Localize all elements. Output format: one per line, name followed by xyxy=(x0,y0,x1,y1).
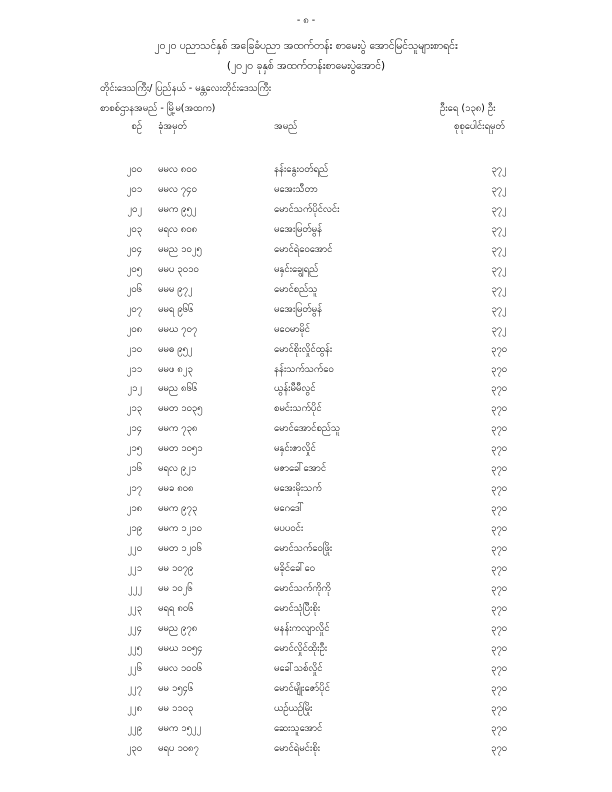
row-number: ၂၁၆ xyxy=(126,463,142,475)
total-score: ၃၇၀ xyxy=(490,463,508,475)
row-number: ၂၁၄ xyxy=(126,423,142,435)
total-count-label: ဦးရေ (၁၃၈) ဦး xyxy=(440,103,496,114)
table-row xyxy=(0,660,612,678)
student-name: မောင်ရဲဝေအောင် xyxy=(274,243,333,255)
row-number: ၂၁၁ xyxy=(126,363,142,375)
row-number: ၂၁၀ xyxy=(126,343,142,355)
row-number: ၂၁၈ xyxy=(126,503,142,515)
student-name: မနှင်းချွေရည် xyxy=(274,263,319,275)
row-number: ၂၀၇ xyxy=(126,303,142,315)
roll-number: မမတ ၁၀၃၅ xyxy=(158,403,203,415)
student-name: မောင်သက်ကိုကို xyxy=(274,582,331,594)
table-row xyxy=(0,500,612,518)
total-score: ၃၇၀ xyxy=(490,702,508,714)
student-name: မဇာခေါ်အောင် xyxy=(274,463,327,475)
total-score: ၃၇၀ xyxy=(490,343,508,355)
student-name: မောင်စိုးလှိုင်ထွန်း xyxy=(274,343,333,355)
table-row xyxy=(0,281,612,299)
table-row xyxy=(0,580,612,598)
student-name: မနှင်းဇာလှိုင် xyxy=(274,443,316,455)
total-score: ၃၇၀ xyxy=(490,582,508,594)
total-score: ၃၇၀ xyxy=(490,523,508,535)
student-name: မအေးသီတာ xyxy=(274,183,318,195)
student-name: ယဉ်ယဉ်မြိုး xyxy=(274,702,313,714)
roll-number: မမဓ ၉၅၂ xyxy=(158,343,193,355)
total-score: ၃၇၀ xyxy=(490,563,508,574)
total-score: ၃၇၀ xyxy=(490,423,508,435)
total-score: ၃၇၀ xyxy=(490,363,508,375)
table-row xyxy=(0,400,612,418)
student-name: မောင်သက်ဝေဖြိုး xyxy=(274,543,333,555)
exam-center-label: စာစစ်ဌာနအမည် - မြို့မ(အထက) xyxy=(100,103,216,114)
table-row xyxy=(0,540,612,558)
student-name: နန်းသက်သက်ဝေ xyxy=(274,363,334,375)
student-name: မအေးမိုးသက် xyxy=(274,483,322,495)
roll-number: မမက ၇၃၈ xyxy=(158,423,198,435)
roll-number: မမက ၁၅၂၂ xyxy=(158,722,202,734)
row-number: ၂၀၄ xyxy=(126,243,142,255)
table-row xyxy=(0,740,612,758)
row-number: ၂၂၁ xyxy=(127,563,142,574)
student-name: မပပဝင်း xyxy=(274,523,304,535)
table-row xyxy=(0,261,612,279)
total-score: ၃၇၂ xyxy=(491,283,507,295)
total-score: ၃၇၀ xyxy=(490,602,508,614)
row-number: ၂၀၀ xyxy=(126,164,142,175)
row-number: ၂၀၅ xyxy=(126,263,142,275)
total-score: ၃၇၀ xyxy=(490,642,508,654)
header-no: စဉ် xyxy=(131,121,142,132)
table-row xyxy=(0,321,612,339)
row-number: ၂၃၀ xyxy=(126,742,142,754)
total-score: ၃၇၀ xyxy=(490,662,508,674)
row-number: ၂၂၅ xyxy=(127,642,142,654)
roll-number: မမတ ၁၂၀၆ xyxy=(158,543,202,555)
total-score: ၃၇၀ xyxy=(490,503,508,515)
roll-number: မမဃ ၁၀၅၄ xyxy=(158,642,203,654)
table-row xyxy=(0,680,612,698)
total-score: ၃၇၂ xyxy=(491,223,507,235)
total-score: ၃၇၀ xyxy=(490,742,508,754)
student-name: မခေါ်သစ်လှိုင် xyxy=(274,662,323,674)
total-score: ၃၇၀ xyxy=(490,682,508,694)
table-row xyxy=(0,420,612,438)
roll-number: မမည ၉၇၈ xyxy=(158,622,198,634)
student-name: မခိုင်ခေါ်ဝေ xyxy=(274,563,315,574)
row-number: ၂၂၆ xyxy=(127,662,142,674)
table-row xyxy=(0,700,612,718)
table-row xyxy=(0,640,612,658)
roll-number: မမ ၁၀၂၆ xyxy=(158,582,193,594)
total-score: ၃၇၀ xyxy=(490,403,508,415)
row-number: ၂၁၂ xyxy=(127,383,142,395)
total-score: ၃၇၀ xyxy=(490,722,508,734)
roll-number: မမက ၉၇၃ xyxy=(158,503,198,515)
student-name: မောင်ရဲမင်းစိုး xyxy=(274,742,321,754)
table-row xyxy=(0,560,612,578)
table-row xyxy=(0,201,612,219)
roll-number: မမလ ၈၀၀ xyxy=(158,164,197,175)
roll-number: မမည ၁၀၂၅ xyxy=(158,243,202,255)
table-row xyxy=(0,380,612,398)
total-score: ၃၇၂ xyxy=(491,164,507,175)
roll-number: မမခ ၈၀၈ xyxy=(158,483,194,495)
roll-number: မမတ ၁၀၅၁ xyxy=(158,443,203,455)
student-name: မောင်အောင်စည်သူ xyxy=(274,423,341,435)
roll-number: မမပ ၃၀၁၀ xyxy=(158,263,199,275)
row-number: ၂၂၇ xyxy=(127,682,142,694)
table-row xyxy=(0,301,612,319)
table-row xyxy=(0,161,612,179)
roll-number: မမ ၁၅၄၆ xyxy=(158,682,194,694)
student-name: မဂေဒေါ် xyxy=(274,503,305,515)
table-row xyxy=(0,361,612,379)
row-number: ၂၂၃ xyxy=(127,602,142,614)
roll-number: မမလ ၁၀၀၆ xyxy=(158,662,203,674)
roll-number: မမည ၈၆၆ xyxy=(158,383,198,395)
header-roll: ခုံအမှတ် xyxy=(158,121,187,132)
row-number: ၂၁၅ xyxy=(126,443,142,455)
total-score: ၃၇၂ xyxy=(491,203,507,215)
table-row xyxy=(0,241,612,259)
row-number: ၂၀၂ xyxy=(127,203,142,215)
row-number: ၂၁၉ xyxy=(126,523,142,535)
table-row xyxy=(0,341,612,359)
table-row xyxy=(0,181,612,199)
student-name: ယွန်းမီမီလွင် xyxy=(274,383,316,395)
roll-number: မမရ ၉၆၆ xyxy=(158,303,194,315)
row-number: ၂၁၇ xyxy=(126,483,142,495)
row-number: ၂၀၆ xyxy=(126,283,142,295)
table-row xyxy=(0,620,612,638)
row-number: ၂၂၀ xyxy=(127,543,142,555)
header-name: အမည် xyxy=(274,121,298,132)
row-number: ၂၂၉ xyxy=(127,722,142,734)
student-name: မအေးမြတ်မွန် xyxy=(274,303,322,315)
total-score: ၃၇၂ xyxy=(491,263,507,275)
total-score: ၃၇၀ xyxy=(490,383,508,395)
total-score: ၃၇၀ xyxy=(490,443,508,455)
page-number: - ၈ - xyxy=(296,15,316,26)
roll-number: မမ ၁၁၀၃ xyxy=(158,702,194,714)
student-name: နန်းနွေးဝတ်ရည် xyxy=(274,164,329,175)
table-row xyxy=(0,520,612,538)
roll-number: မမဖ ၈၂၃ xyxy=(158,363,193,375)
table-row xyxy=(0,221,612,239)
row-number: ၂၁၃ xyxy=(126,403,142,415)
roll-number: မမလ ၇၄၀ xyxy=(158,183,197,195)
document-subtitle: (၂၀၂၀ ခုနှစ် အထက်တန်းစာမေးပွဲအောင်) xyxy=(226,60,386,72)
roll-number: မမဃ ၇၀၇ xyxy=(158,323,198,335)
row-number: ၂၂၂ xyxy=(128,582,142,594)
total-score: ၃၇၀ xyxy=(490,543,508,555)
student-name: မောင်မျိုးဇော်ပိုင် xyxy=(274,682,330,694)
total-score: ၃၇၀ xyxy=(490,622,508,634)
row-number: ၂၂၈ xyxy=(127,702,142,714)
total-score: ၃၇၀ xyxy=(490,483,508,495)
table-row xyxy=(0,600,612,618)
roll-number: မမ ၁၀၇၉ xyxy=(158,563,194,574)
student-name: မောင်လှိုင်ထိုးဦး xyxy=(274,642,328,654)
student-name: စမင်းသက်ပိုင် xyxy=(274,403,322,415)
region-label: တိုင်းဒေသကြီး/ ပြည်နယ် - မန္တလေးတိုင်းဒေသကြီး xyxy=(100,83,272,94)
row-number: ၂၀၈ xyxy=(126,323,142,335)
roll-number: မရပ ၁၀၈၇ xyxy=(158,742,199,754)
table-row xyxy=(0,480,612,498)
student-name: မောင်သုံပြီးစိုး xyxy=(274,602,321,614)
total-score: ၃၇၂ xyxy=(491,323,507,335)
document-title: ၂၀၂၀ ပညာသင်နှစ် အခြေခံပညာ အထက်တန်း စာမေးပွဲ အောင်မြင်သူများစာရင်း xyxy=(154,40,458,52)
row-number: ၂၀၃ xyxy=(126,223,142,235)
table-row xyxy=(0,720,612,738)
table-row xyxy=(0,460,612,478)
total-score: ၃၇၂ xyxy=(491,303,507,315)
row-number: ၂၀၁ xyxy=(126,183,142,195)
student-name: မဝေမာမိုင် xyxy=(274,323,310,335)
student-name: မောင်သက်ပိုင်လင်း xyxy=(274,203,340,215)
row-number: ၂၂၄ xyxy=(127,622,142,634)
student-name: ဆေးသူအောင် xyxy=(274,722,323,734)
roll-number: မမမ ၉၇၂ xyxy=(158,283,193,295)
roll-number: မမက ၁၂၁၀ xyxy=(158,523,202,535)
roll-number: မရလ ၉၂၁ xyxy=(158,463,197,475)
header-score: စုစုပေါင်းရမှတ် xyxy=(454,121,505,132)
roll-number: မမက ၉၅၂ xyxy=(158,203,197,215)
total-score: ၃၇၂ xyxy=(491,243,507,255)
total-score: ၃၇၂ xyxy=(491,183,507,195)
roll-number: မရလ ၈၀၈ xyxy=(158,223,198,235)
student-name: မောင်စည်သူ xyxy=(274,283,318,295)
student-name: မအေးမြတ်မွန် xyxy=(274,223,322,235)
roll-number: မရရ ၈၀၆ xyxy=(158,602,194,614)
student-name: မနန်းကလျာလှိုင် xyxy=(274,622,330,634)
table-row xyxy=(0,440,612,458)
